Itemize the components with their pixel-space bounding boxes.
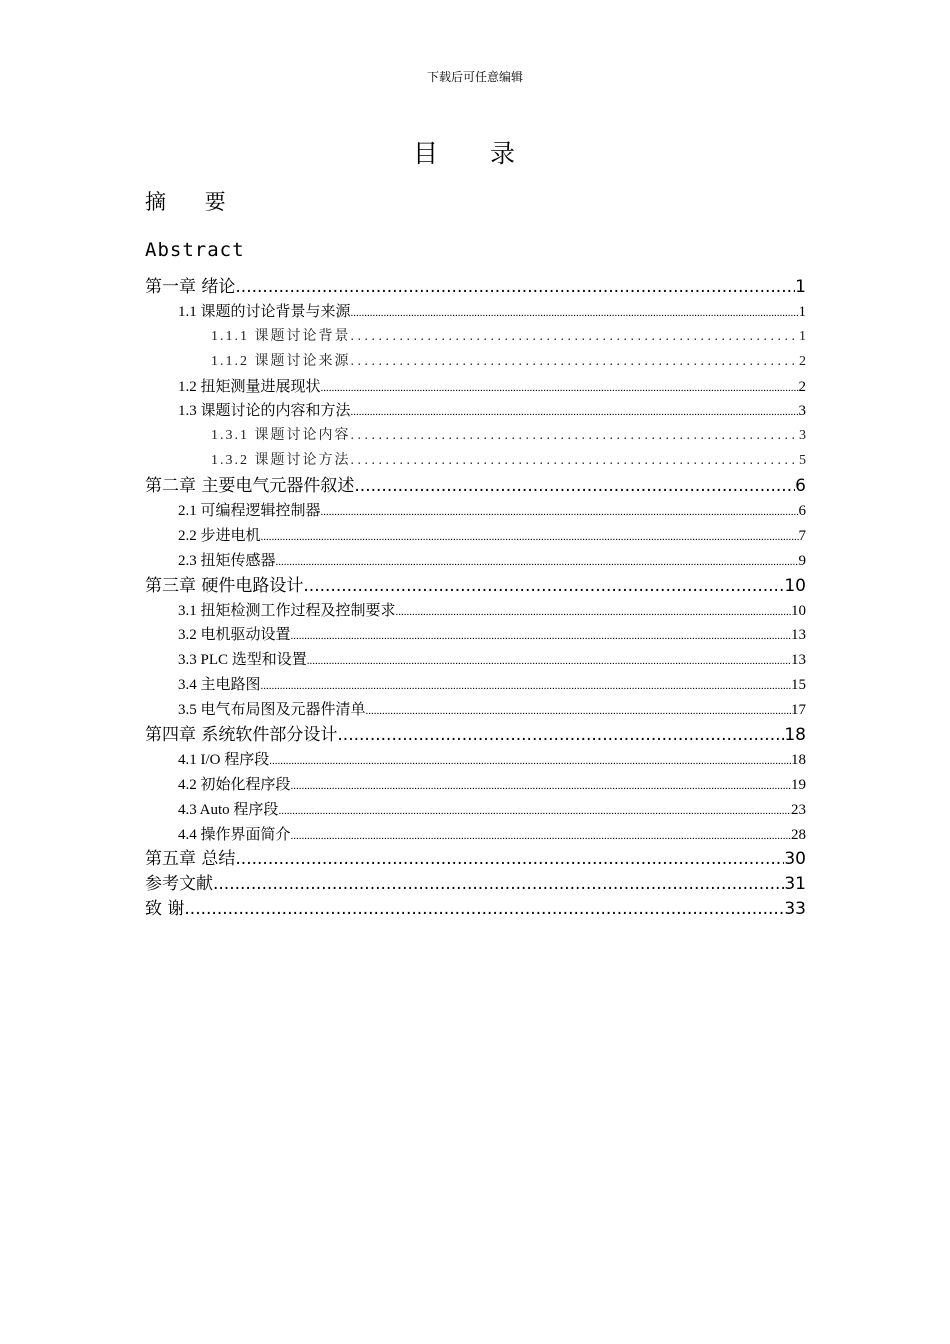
toc-entry-label: 1.1 课题的讨论背景与来源 <box>178 303 351 320</box>
toc-dot-leader <box>184 897 784 922</box>
toc-dot-leader <box>291 774 791 799</box>
toc-page-number: 9 <box>798 552 806 569</box>
toc-entry[interactable] <box>145 723 806 748</box>
toc-page-number: 28 <box>791 826 806 843</box>
toc-entry-label: 1.2 扭矩测量进展现状 <box>178 378 321 395</box>
toc-dot-leader <box>276 550 799 575</box>
toc-entry[interactable] <box>145 599 806 624</box>
toc-dot-leader <box>269 749 791 774</box>
table-of-contents <box>145 275 806 922</box>
toc-page-number: 2 <box>798 378 806 395</box>
toc-entry[interactable] <box>145 897 806 922</box>
toc-entry[interactable] <box>145 474 806 499</box>
toc-page-number: 30 <box>784 849 806 870</box>
abstract-cn-heading: 摘 要 <box>145 190 242 214</box>
toc-dot-leader <box>351 301 799 326</box>
toc-entry[interactable] <box>145 623 806 648</box>
toc-dot-leader <box>351 449 800 474</box>
toc-entry[interactable] <box>145 275 806 300</box>
toc-dot-leader <box>291 824 791 849</box>
toc-entry[interactable] <box>145 872 806 897</box>
toc-dot-leader <box>307 649 791 674</box>
toc-entry[interactable] <box>145 375 806 400</box>
toc-dot-leader <box>396 600 791 625</box>
toc-dot-leader <box>351 424 800 449</box>
toc-entry[interactable] <box>145 698 806 723</box>
toc-entry-label: 2.3 扭矩传感器 <box>178 552 276 569</box>
toc-entry-label: 4.3 Auto 程序段 <box>178 801 279 818</box>
toc-page-number: 2 <box>799 353 806 369</box>
toc-entry[interactable] <box>145 300 806 325</box>
toc-dot-leader <box>278 799 791 824</box>
toc-entry[interactable] <box>145 574 806 599</box>
toc-entry-label: 2.2 步进电机 <box>178 527 261 544</box>
toc-entry[interactable] <box>145 424 806 449</box>
toc-entry-label: 4.4 操作界面简介 <box>178 826 291 843</box>
toc-entry[interactable] <box>145 549 806 574</box>
toc-dot-leader <box>351 350 800 375</box>
toc-page-number: 13 <box>791 652 806 669</box>
toc-entry[interactable] <box>145 499 806 524</box>
toc-dot-leader <box>261 525 799 550</box>
toc-entry-label: 1.1.1 课题讨论背景 <box>211 328 351 344</box>
toc-entry-label: 1.1.2 课题讨论来源 <box>211 353 351 369</box>
toc-entry[interactable] <box>145 648 806 673</box>
toc-page-number: 18 <box>784 725 806 746</box>
toc-page-number: 17 <box>791 702 806 719</box>
toc-dot-leader <box>321 376 799 401</box>
toc-entry-label: 第三章 硬件电路设计 <box>145 575 304 596</box>
toc-entry-label: 3.2 电机驱动设置 <box>178 627 291 644</box>
toc-entry[interactable] <box>145 399 806 424</box>
abstract-en-heading: Abstract <box>145 239 245 261</box>
toc-dot-leader <box>213 872 784 897</box>
toc-entry-label: 第四章 系统软件部分设计 <box>145 725 338 746</box>
toc-page-number: 1 <box>798 303 806 320</box>
toc-entry[interactable] <box>145 773 806 798</box>
toc-dot-leader <box>303 574 784 599</box>
toc-entry-label: 4.2 初始化程序段 <box>178 776 291 793</box>
toc-entry-label: 3.3 PLC 选型和设置 <box>178 652 307 669</box>
toc-entry[interactable] <box>145 673 806 698</box>
toc-page-number: 10 <box>791 602 806 619</box>
toc-page-number: 31 <box>784 874 806 895</box>
toc-page-number: 1 <box>799 328 806 344</box>
toc-entry-label: 1.3 课题讨论的内容和方法 <box>178 403 351 420</box>
toc-dot-leader <box>321 500 799 525</box>
toc-entry-label: 参考文献 <box>145 874 213 895</box>
toc-entry[interactable] <box>145 350 806 375</box>
toc-page-number: 7 <box>798 527 806 544</box>
toc-entry[interactable] <box>145 449 806 474</box>
toc-entry[interactable] <box>145 325 806 350</box>
toc-page-number: 1 <box>795 277 806 297</box>
toc-page-number: 19 <box>791 776 806 793</box>
toc-page-number: 6 <box>798 503 806 520</box>
toc-entry-label: 3.5 电气布局图及元器件清单 <box>178 702 366 719</box>
toc-page-number: 33 <box>784 899 806 920</box>
toc-dot-leader <box>261 674 791 699</box>
toc-page-number: 3 <box>799 428 806 444</box>
toc-page-number: 5 <box>799 453 806 469</box>
toc-dot-leader <box>351 325 800 350</box>
toc-entry-label: 第二章 主要电气元器件叙述 <box>145 476 355 497</box>
toc-entry-label: 1.3.2 课题讨论方法 <box>211 453 351 469</box>
toc-entry[interactable] <box>145 524 806 549</box>
toc-dot-leader <box>366 699 791 724</box>
toc-entry[interactable] <box>145 823 806 848</box>
toc-page-number: 13 <box>791 627 806 644</box>
toc-entry[interactable] <box>145 798 806 823</box>
toc-entry-label: 致 谢 <box>145 899 185 920</box>
toc-dot-leader <box>354 474 795 499</box>
toc-dot-leader <box>337 723 784 748</box>
toc-entry-label: 3.4 主电路图 <box>178 677 261 694</box>
header-note: 下载后可任意编辑 <box>426 70 523 84</box>
toc-page-number: 23 <box>791 801 806 818</box>
toc-entry-label: 第一章 绪论 <box>145 277 236 297</box>
toc-dot-leader <box>351 400 799 425</box>
toc-dot-leader <box>291 624 791 649</box>
toc-entry-label: 1.3.1 课题讨论内容 <box>211 428 351 444</box>
toc-entry-label: 3.1 扭矩检测工作过程及控制要求 <box>178 602 396 619</box>
toc-entry-label: 第五章 总结 <box>145 849 236 870</box>
toc-page-number: 6 <box>795 476 806 497</box>
toc-entry-label: 4.1 I/O 程序段 <box>178 751 270 768</box>
toc-page-number: 18 <box>791 751 806 768</box>
toc-entry-label: 2.1 可编程逻辑控制器 <box>178 503 321 520</box>
toc-page-number: 15 <box>791 677 806 694</box>
toc-dot-leader <box>235 275 795 300</box>
toc-page-number: 10 <box>784 575 806 596</box>
toc-entry[interactable] <box>145 748 806 773</box>
toc-title: 目 录 <box>413 139 537 168</box>
toc-page-number: 3 <box>798 403 806 420</box>
toc-dot-leader <box>235 847 784 872</box>
toc-entry[interactable] <box>145 847 806 872</box>
